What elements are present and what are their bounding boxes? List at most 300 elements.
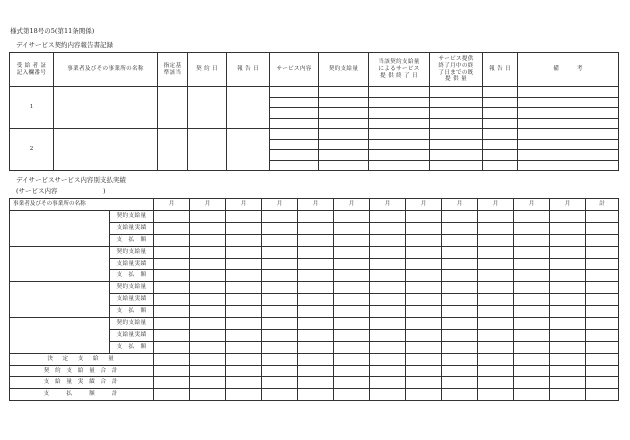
cell-end[interactable]: [369, 150, 430, 161]
cell-value[interactable]: [334, 246, 370, 258]
cell-value[interactable]: [298, 270, 334, 282]
cell-value[interactable]: [334, 234, 370, 246]
cell-remarks[interactable]: [518, 129, 619, 140]
cell-value[interactable]: [334, 211, 370, 223]
cell-summary-value[interactable]: [514, 389, 550, 401]
item-label: 支給量実績: [110, 329, 154, 341]
cell-service[interactable]: [270, 97, 319, 108]
cell-value[interactable]: [370, 234, 406, 246]
cell-amount[interactable]: [319, 160, 369, 171]
cell-summary-value[interactable]: [154, 389, 190, 401]
cell-service[interactable]: [270, 118, 319, 129]
cell-value[interactable]: [154, 246, 190, 258]
cell-summary-value[interactable]: [442, 365, 478, 377]
cell-value[interactable]: [262, 270, 298, 282]
cell-summary-value[interactable]: [550, 353, 586, 365]
header-total: 計: [586, 199, 619, 211]
header-service-content: サービス内容: [270, 53, 319, 87]
cell-provided[interactable]: [430, 129, 483, 140]
header-business: 事業者及びその事業所の名称: [10, 199, 154, 211]
cell-value[interactable]: [334, 341, 370, 353]
cell-remarks[interactable]: [518, 97, 619, 108]
cell-value[interactable]: [478, 306, 514, 318]
cell-summary-value[interactable]: [226, 365, 262, 377]
form-number: 様式第18号の5(第11条関係): [10, 27, 95, 35]
cell-value[interactable]: [334, 294, 370, 306]
cell-summary-value[interactable]: [550, 377, 586, 389]
header-month: 月: [298, 199, 334, 211]
cell-report[interactable]: [483, 97, 518, 108]
cell-value[interactable]: [190, 270, 226, 282]
cell-end[interactable]: [369, 160, 430, 171]
cell-remarks[interactable]: [518, 139, 619, 150]
cell-value[interactable]: [406, 294, 442, 306]
cell-value[interactable]: [406, 222, 442, 234]
cell-value[interactable]: [298, 211, 334, 223]
cell-value[interactable]: [226, 294, 262, 306]
cell-summary-value[interactable]: [262, 377, 298, 389]
header-contract-amount: 契約支給量: [319, 53, 369, 87]
cell-summary-value[interactable]: [514, 353, 550, 365]
cell-value[interactable]: [478, 211, 514, 223]
cell-value[interactable]: [298, 329, 334, 341]
cell-summary-value[interactable]: [262, 365, 298, 377]
cell-provided[interactable]: [430, 108, 483, 119]
cell-value[interactable]: [154, 234, 190, 246]
cell-summary-value[interactable]: [406, 365, 442, 377]
cell-value[interactable]: [190, 306, 226, 318]
item-label: 支給量実績: [110, 258, 154, 270]
cell-value[interactable]: [262, 246, 298, 258]
summary-label: 決 定 支 給 量: [10, 353, 154, 365]
cell-value[interactable]: [190, 211, 226, 223]
cell-report[interactable]: [483, 87, 518, 98]
cell-value[interactable]: [190, 234, 226, 246]
cell-summary-value[interactable]: [586, 353, 619, 365]
cell-value[interactable]: [190, 246, 226, 258]
cell-provided[interactable]: [430, 139, 483, 150]
cell-value[interactable]: [262, 282, 298, 294]
cell-provided[interactable]: [430, 97, 483, 108]
cell-value[interactable]: [550, 341, 586, 353]
cell-value[interactable]: [190, 222, 226, 234]
cell-value[interactable]: [442, 341, 478, 353]
cell-value[interactable]: [226, 246, 262, 258]
summary-label: 支 給 量 実 績 合 計: [10, 377, 154, 389]
cell-value[interactable]: [514, 306, 550, 318]
cell-summary-value[interactable]: [334, 377, 370, 389]
cell-value[interactable]: [298, 306, 334, 318]
cell-value[interactable]: [298, 294, 334, 306]
cell-end[interactable]: [369, 118, 430, 129]
cell-end[interactable]: [369, 108, 430, 119]
cell-value[interactable]: [298, 282, 334, 294]
cell-summary-value[interactable]: [298, 365, 334, 377]
cell-business-name[interactable]: [10, 318, 110, 354]
cell-value[interactable]: [550, 282, 586, 294]
cell-service[interactable]: [270, 87, 319, 98]
cell-summary-value[interactable]: [406, 377, 442, 389]
cell-value[interactable]: [586, 329, 619, 341]
cell-value[interactable]: [190, 329, 226, 341]
cell-value[interactable]: [262, 318, 298, 330]
cell-provided[interactable]: [430, 87, 483, 98]
cell-value[interactable]: [478, 282, 514, 294]
item-label: 支給量実績: [110, 222, 154, 234]
cell-value[interactable]: [442, 270, 478, 282]
cell-value[interactable]: [154, 329, 190, 341]
cell-value[interactable]: [442, 258, 478, 270]
header-business: 事業者及びその事業所の名称: [54, 53, 158, 87]
header-month: 月: [334, 199, 370, 211]
cell-value[interactable]: [226, 341, 262, 353]
cell-value[interactable]: [190, 318, 226, 330]
cell-summary-value[interactable]: [226, 377, 262, 389]
item-label: 支給量実績: [110, 294, 154, 306]
cell-summary-value[interactable]: [370, 365, 406, 377]
cell-contract-date[interactable]: [188, 129, 227, 171]
cell-summary-value[interactable]: [262, 389, 298, 401]
cell-value[interactable]: [298, 258, 334, 270]
header-recipient-no: 受 給 者 証 記入欄番号: [10, 53, 54, 87]
cell-summary-value[interactable]: [190, 353, 226, 365]
cell-value[interactable]: [370, 329, 406, 341]
cell-value[interactable]: [154, 211, 190, 223]
cell-remarks[interactable]: [518, 108, 619, 119]
cell-contract-date[interactable]: [188, 87, 227, 129]
cell-value[interactable]: [262, 341, 298, 353]
cell-amount[interactable]: [319, 129, 369, 140]
cell-summary-value[interactable]: [550, 365, 586, 377]
cell-summary-value[interactable]: [442, 389, 478, 401]
cell-value[interactable]: [190, 282, 226, 294]
cell-summary-value[interactable]: [406, 389, 442, 401]
cell-value[interactable]: [442, 294, 478, 306]
cell-summary-value[interactable]: [442, 353, 478, 365]
cell-value[interactable]: [586, 222, 619, 234]
cell-value[interactable]: [226, 282, 262, 294]
cell-value[interactable]: [334, 270, 370, 282]
cell-value[interactable]: [370, 222, 406, 234]
cell-value[interactable]: [334, 306, 370, 318]
cell-summary-value[interactable]: [550, 389, 586, 401]
cell-summary-value[interactable]: [334, 353, 370, 365]
header-report-date: 報 告 日: [227, 53, 270, 87]
cell-value[interactable]: [586, 318, 619, 330]
cell-value[interactable]: [514, 246, 550, 258]
cell-value[interactable]: [550, 306, 586, 318]
cell-value[interactable]: [262, 222, 298, 234]
cell-value[interactable]: [226, 329, 262, 341]
cell-value[interactable]: [406, 318, 442, 330]
cell-value[interactable]: [154, 282, 190, 294]
cell-value[interactable]: [370, 246, 406, 258]
cell-summary-value[interactable]: [514, 365, 550, 377]
cell-report[interactable]: [483, 129, 518, 140]
cell-value[interactable]: [478, 222, 514, 234]
cell-summary-value[interactable]: [226, 353, 262, 365]
item-label: 支 払 額: [110, 234, 154, 246]
cell-value[interactable]: [262, 258, 298, 270]
cell-value[interactable]: [514, 329, 550, 341]
cell-report[interactable]: [483, 150, 518, 161]
cell-remarks[interactable]: [518, 160, 619, 171]
cell-provided[interactable]: [430, 150, 483, 161]
cell-value[interactable]: [550, 246, 586, 258]
cell-summary-value[interactable]: [154, 365, 190, 377]
cell-summary-value[interactable]: [478, 365, 514, 377]
cell-value[interactable]: [586, 294, 619, 306]
cell-value[interactable]: [226, 270, 262, 282]
cell-summary-value[interactable]: [298, 353, 334, 365]
cell-summary-value[interactable]: [370, 377, 406, 389]
cell-remarks[interactable]: [518, 118, 619, 129]
cell-value[interactable]: [550, 234, 586, 246]
cell-value[interactable]: [370, 306, 406, 318]
header-month: 月: [550, 199, 586, 211]
cell-value[interactable]: [262, 211, 298, 223]
cell-value[interactable]: [586, 282, 619, 294]
cell-summary-value[interactable]: [514, 377, 550, 389]
cell-value[interactable]: [298, 318, 334, 330]
cell-summary-value[interactable]: [478, 389, 514, 401]
cell-value[interactable]: [478, 294, 514, 306]
cell-summary-value[interactable]: [478, 377, 514, 389]
cell-value[interactable]: [514, 294, 550, 306]
cell-value[interactable]: [514, 258, 550, 270]
cell-remarks[interactable]: [518, 150, 619, 161]
cell-amount[interactable]: [319, 87, 369, 98]
cell-value[interactable]: [586, 341, 619, 353]
cell-value[interactable]: [334, 258, 370, 270]
cell-business-name[interactable]: [10, 282, 110, 318]
cell-report[interactable]: [483, 139, 518, 150]
cell-service[interactable]: [270, 150, 319, 161]
cell-value[interactable]: [406, 329, 442, 341]
cell-value[interactable]: [154, 341, 190, 353]
cell-value[interactable]: [298, 234, 334, 246]
cell-summary-value[interactable]: [478, 353, 514, 365]
cell-value[interactable]: [514, 282, 550, 294]
cell-report[interactable]: [483, 118, 518, 129]
cell-value[interactable]: [550, 270, 586, 282]
header-month: 月: [406, 199, 442, 211]
cell-value[interactable]: [586, 270, 619, 282]
item-label: 支 払 額: [110, 306, 154, 318]
cell-value[interactable]: [370, 318, 406, 330]
header-provided-so-far: サービス提供 終了月中の終 了日までの既 提 供 量: [430, 53, 483, 87]
summary-label: 契 約 支 給 量 合 計: [10, 365, 154, 377]
cell-value[interactable]: [226, 258, 262, 270]
cell-business[interactable]: [54, 129, 158, 171]
cell-value[interactable]: [442, 234, 478, 246]
cell-summary-value[interactable]: [586, 377, 619, 389]
cell-value[interactable]: [298, 341, 334, 353]
cell-value[interactable]: [190, 294, 226, 306]
section2-title: デイサービスサービス内容別支払実績: [16, 176, 126, 184]
cell-value[interactable]: [334, 222, 370, 234]
cell-summary-value[interactable]: [190, 365, 226, 377]
cell-value[interactable]: [550, 258, 586, 270]
item-label: 契約支給量: [110, 318, 154, 330]
cell-value[interactable]: [478, 318, 514, 330]
cell-summary-value[interactable]: [442, 377, 478, 389]
cell-value[interactable]: [154, 294, 190, 306]
cell-value[interactable]: [586, 258, 619, 270]
cell-value[interactable]: [478, 258, 514, 270]
cell-value[interactable]: [154, 270, 190, 282]
cell-summary-value[interactable]: [298, 377, 334, 389]
cell-provided[interactable]: [430, 118, 483, 129]
cell-value[interactable]: [586, 234, 619, 246]
cell-value[interactable]: [478, 234, 514, 246]
cell-provided[interactable]: [430, 160, 483, 171]
cell-value[interactable]: [442, 211, 478, 223]
cell-value[interactable]: [406, 211, 442, 223]
cell-end[interactable]: [369, 129, 430, 140]
cell-value[interactable]: [334, 282, 370, 294]
cell-value[interactable]: [370, 270, 406, 282]
cell-summary-value[interactable]: [190, 389, 226, 401]
cell-value[interactable]: [406, 270, 442, 282]
cell-value[interactable]: [514, 318, 550, 330]
cell-summary-value[interactable]: [370, 389, 406, 401]
cell-value[interactable]: [262, 234, 298, 246]
cell-service[interactable]: [270, 129, 319, 140]
cell-value[interactable]: [478, 341, 514, 353]
cell-report[interactable]: [483, 108, 518, 119]
cell-value[interactable]: [154, 222, 190, 234]
payment-results-table: [9, 198, 619, 401]
header-remarks: 備 考: [518, 53, 619, 87]
cell-value[interactable]: [478, 270, 514, 282]
cell-value[interactable]: [442, 282, 478, 294]
header-month: 月: [442, 199, 478, 211]
cell-summary-value[interactable]: [586, 365, 619, 377]
cell-value[interactable]: [550, 294, 586, 306]
cell-amount[interactable]: [319, 139, 369, 150]
cell-designation[interactable]: [158, 129, 188, 171]
cell-value[interactable]: [262, 294, 298, 306]
row-number: 1: [10, 87, 54, 129]
cell-value[interactable]: [370, 341, 406, 353]
cell-value[interactable]: [262, 329, 298, 341]
cell-value[interactable]: [334, 329, 370, 341]
cell-value[interactable]: [406, 258, 442, 270]
cell-summary-value[interactable]: [334, 365, 370, 377]
cell-value[interactable]: [442, 329, 478, 341]
cell-value[interactable]: [226, 211, 262, 223]
cell-value[interactable]: [586, 246, 619, 258]
cell-amount[interactable]: [319, 118, 369, 129]
cell-business-name[interactable]: [10, 211, 110, 247]
cell-end[interactable]: [369, 87, 430, 98]
cell-value[interactable]: [514, 222, 550, 234]
cell-value[interactable]: [226, 306, 262, 318]
cell-business[interactable]: [54, 87, 158, 129]
cell-summary-value[interactable]: [154, 377, 190, 389]
cell-summary-value[interactable]: [154, 353, 190, 365]
cell-value[interactable]: [406, 234, 442, 246]
cell-value[interactable]: [226, 222, 262, 234]
cell-report-date[interactable]: [227, 87, 270, 129]
cell-value[interactable]: [334, 318, 370, 330]
cell-value[interactable]: [406, 246, 442, 258]
cell-amount[interactable]: [319, 97, 369, 108]
cell-value[interactable]: [550, 329, 586, 341]
item-label: 契約支給量: [110, 246, 154, 258]
cell-report[interactable]: [483, 160, 518, 171]
cell-value[interactable]: [514, 234, 550, 246]
cell-summary-value[interactable]: [334, 389, 370, 401]
header-month: 月: [262, 199, 298, 211]
cell-summary-value[interactable]: [586, 389, 619, 401]
cell-value[interactable]: [370, 294, 406, 306]
cell-value[interactable]: [478, 329, 514, 341]
cell-value[interactable]: [514, 341, 550, 353]
cell-value[interactable]: [370, 282, 406, 294]
cell-summary-value[interactable]: [370, 353, 406, 365]
cell-value[interactable]: [586, 211, 619, 223]
header-designation: 指定基 準該当: [158, 53, 188, 87]
cell-summary-value[interactable]: [190, 377, 226, 389]
cell-value[interactable]: [370, 258, 406, 270]
cell-value[interactable]: [154, 258, 190, 270]
cell-value[interactable]: [586, 306, 619, 318]
cell-value[interactable]: [442, 222, 478, 234]
cell-summary-value[interactable]: [298, 389, 334, 401]
cell-service[interactable]: [270, 108, 319, 119]
cell-service[interactable]: [270, 160, 319, 171]
cell-business-name[interactable]: [10, 246, 110, 282]
cell-value[interactable]: [154, 318, 190, 330]
cell-value[interactable]: [406, 282, 442, 294]
cell-report-date[interactable]: [227, 129, 270, 171]
cell-value[interactable]: [406, 306, 442, 318]
cell-service[interactable]: [270, 139, 319, 150]
cell-amount[interactable]: [319, 150, 369, 161]
cell-remarks[interactable]: [518, 87, 619, 98]
cell-value[interactable]: [514, 211, 550, 223]
cell-value[interactable]: [226, 318, 262, 330]
cell-end[interactable]: [369, 139, 430, 150]
cell-summary-value[interactable]: [226, 389, 262, 401]
cell-value[interactable]: [190, 258, 226, 270]
cell-end[interactable]: [369, 97, 430, 108]
cell-value[interactable]: [226, 234, 262, 246]
cell-value[interactable]: [190, 341, 226, 353]
cell-value[interactable]: [550, 318, 586, 330]
cell-value[interactable]: [442, 306, 478, 318]
cell-value[interactable]: [514, 270, 550, 282]
cell-amount[interactable]: [319, 108, 369, 119]
cell-value[interactable]: [262, 306, 298, 318]
cell-value[interactable]: [154, 306, 190, 318]
cell-value[interactable]: [442, 246, 478, 258]
cell-designation[interactable]: [158, 87, 188, 129]
cell-value[interactable]: [370, 211, 406, 223]
cell-summary-value[interactable]: [262, 353, 298, 365]
cell-summary-value[interactable]: [406, 353, 442, 365]
cell-value[interactable]: [298, 222, 334, 234]
cell-value[interactable]: [478, 246, 514, 258]
cell-value[interactable]: [550, 222, 586, 234]
cell-value[interactable]: [550, 211, 586, 223]
cell-value[interactable]: [406, 341, 442, 353]
cell-value[interactable]: [298, 246, 334, 258]
cell-value[interactable]: [442, 318, 478, 330]
header-report-date2: 報 告 日: [483, 53, 518, 87]
